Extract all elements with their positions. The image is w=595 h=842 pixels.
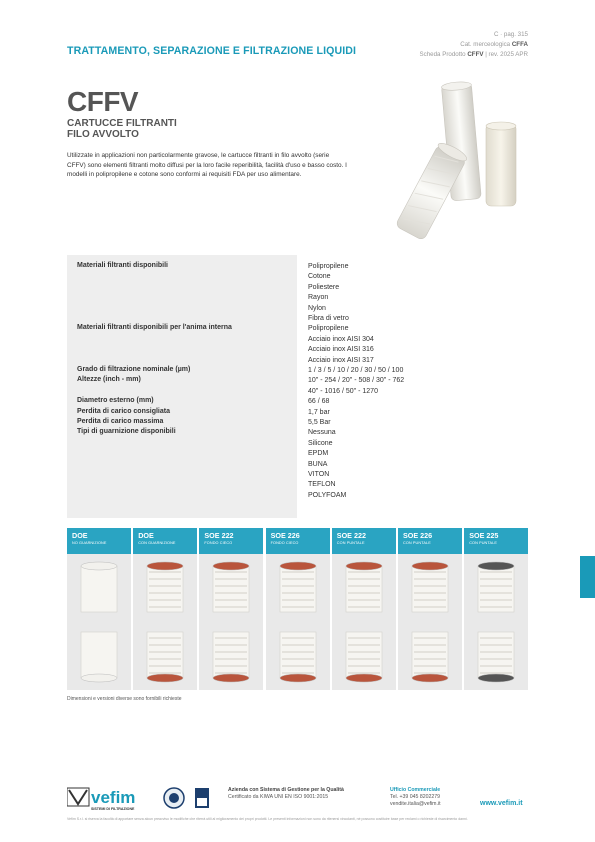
terminal-illustration [67,554,131,690]
revision: | rev. 2025 APR [485,51,528,58]
spec-label: Materiali filtranti disponibili per l'anima interna [77,324,232,332]
spec-value: 1 / 3 / 5 / 10 / 20 / 30 / 50 / 100 [308,367,404,374]
spec-value: 40" - 1016 / 50" - 1270 [308,387,378,395]
footer-certification [228,787,344,801]
terminal-code: SOE 222 [336,531,366,540]
page-reference [420,30,529,60]
terminal-shape [412,674,448,682]
spec-value: Acciaio inox AISI 317 [308,356,374,364]
spec-value: Acciaio inox AISI 304 [308,335,374,343]
spec-value: EPDM [308,450,329,458]
section-title: TRATTAMENTO, SEPARAZIONE E FILTRAZIONE LIQUIDI [67,45,357,57]
brand-logo-text: vefim [91,788,136,807]
terminal-shape [280,562,316,570]
terminal-code: SOE 225 [469,531,499,540]
terminal-shape [213,566,249,612]
terminal-code: SOE 226 [270,531,300,540]
product-code: CFFV [67,86,139,117]
spec-value: Nylon [308,304,326,312]
spec-value: Fibra di vetro [308,315,349,322]
terminal-card [199,528,263,690]
terminal-shape [280,674,316,682]
spec-label: Materiali filtranti disponibili [77,262,169,269]
terminal-code: DOE [72,531,88,540]
terminal-card-header [266,528,330,554]
spec-label: Tipi di guarnizione disponibili [77,428,176,436]
terminal-card-header [332,528,396,554]
terminal-shape [81,632,117,678]
catalog-ref [420,40,529,50]
terminal-shape [412,562,448,570]
product-description: Utilizzate in applicazioni non particolarmente gravose, le cartucce filtranti in filo avvolto (serie CFFV) sono elementi filtranti molto diffusi per la loro facile reperibilità, facilità d'uso e basso costo. I modelli in polipropilene e cotone sono conformi ai requisiti FDA per uso alimentare. [67,152,347,179]
spec-value: Polipropilene [308,263,349,270]
product-photo [368,78,533,248]
office-title: Ufficio Commerciale [390,787,441,793]
terminal-shape [478,632,514,678]
spec-label: Diametro esterno (mm) [77,397,154,405]
spec-label: Perdita di carico consigliata [77,407,170,415]
catalog-label: Cat. merceologica [460,41,511,48]
terminal-sub: CON PUNTALE [403,541,431,545]
terminal-shape [213,632,249,678]
terminal-shape [147,632,183,678]
terminal-card-header [133,528,197,554]
terminal-code: SOE 222 [204,531,234,540]
terminal-sub: CON PUNTALE [336,541,365,545]
terminal-illustration [266,554,330,690]
spec-value: 66 / 68 [308,398,330,406]
page-ref: C · pag. 315 [493,31,528,38]
terminal-card-header [464,528,528,554]
cert-line1: Azienda con Sistema di Gestione per la Qualità [228,787,344,793]
terminal-shape [346,566,382,612]
terminal-card [464,528,528,690]
terminal-shape [81,566,117,612]
spec-value: 1,7 bar [308,408,330,416]
terminal-illustration [133,554,197,690]
catalog-code: CFFA [511,41,528,48]
sheet-code: CFFV [467,51,484,58]
terminal-cards [67,528,528,690]
terminal-code: SOE 226 [403,531,433,540]
spec-value: TEFLON [308,481,336,489]
terminal-sub: CON PUNTALE [469,541,498,545]
spec-value: BUNA [308,460,328,468]
terminal-sub: CON GUARNIZIONE [138,541,176,545]
terminal-shape [213,562,249,570]
terminal-shape [346,632,382,678]
footer-logos [67,786,217,816]
terminal-shape [81,674,117,682]
spec-value: Acciaio inox AISI 316 [308,346,374,354]
terminal-shape [412,632,448,678]
terminal-shape [147,566,183,612]
footer-office [390,787,441,808]
terminal-illustration [464,554,528,690]
product-subtitle-line2: FILO AVVOLTO [67,129,139,140]
terminals-note: Dimensioni e versioni diverse sono fornibili richieste [67,696,182,702]
terminal-card-header [67,528,131,554]
terminal-card-header [398,528,462,554]
spec-label: Grado di filtrazione nominale (µm) [77,366,191,373]
terminal-card [332,528,396,690]
office-phone: Tel. +39 045 8202279 [390,794,441,800]
terminal-shape [280,566,316,612]
sheet-label: Scheda Prodotto [419,51,466,58]
terminal-sub: FONDO CIECO [270,541,299,545]
spec-value: Poliestere [308,283,340,291]
terminal-shape [478,562,514,570]
spec-value: 10" - 254 / 20" - 508 / 30" - 762 [308,377,405,385]
terminal-card-header [199,528,263,554]
terminal-illustration [199,554,263,690]
terminal-shape [346,674,382,682]
terminal-shape [412,566,448,612]
brand-tag-text: SISTEMI DI FILTRAZIONE [91,807,135,811]
spec-value: POLYFOAM [308,491,347,499]
website-link[interactable]: www.vefim.it [480,800,523,807]
terminal-shape [346,562,382,570]
terminal-sub: NO GUARNIZIONE [72,541,107,545]
terminal-sub: FONDO CIECO [204,541,233,545]
terminal-illustration [332,554,396,690]
sheet-ref [420,50,529,60]
spec-value: Silicone [308,439,333,447]
spec-value: Cotone [308,273,331,281]
side-tab-marker [580,556,595,598]
terminal-card [67,528,131,690]
terminal-card [266,528,330,690]
terminal-shape [478,674,514,682]
spec-value: Polipropilene [308,325,349,333]
terminal-shape [147,562,183,570]
spec-value: Nessuna [308,429,336,437]
spec-value: 5,5 Bar [308,419,331,426]
terminal-shape [81,562,117,570]
terminal-code: DOE [138,531,154,540]
spec-label: Altezze (inch - mm) [77,376,141,384]
terminal-illustration [398,554,462,690]
spec-label: Perdita di carico massima [77,418,164,425]
terminal-shape [280,632,316,678]
product-subtitle-line1: CARTUCCE FILTRANTI [67,118,177,129]
cert-line2: Certificato da KIWA UNI EN ISO 9001:2015 [228,794,329,800]
spec-value: VITON [308,471,330,478]
terminal-shape [147,674,183,682]
terminal-shape [478,566,514,612]
terminal-card [398,528,462,690]
terminal-card [133,528,197,690]
office-email[interactable]: vendite.italia@vefim.it [390,801,441,807]
spec-value: Rayon [308,294,329,302]
terminal-shape [213,674,249,682]
legal-disclaimer: Vefim S.r.l. si riserva la facoltà di apportare senza alcun preavviso le modifiche che riterrà utili al miglioramento dei propri prodotti. Le presenti informazioni non sono da ritenersi vincolanti, né possono costituire base per reclami o richieste di risarcimento danni. [67,817,468,821]
